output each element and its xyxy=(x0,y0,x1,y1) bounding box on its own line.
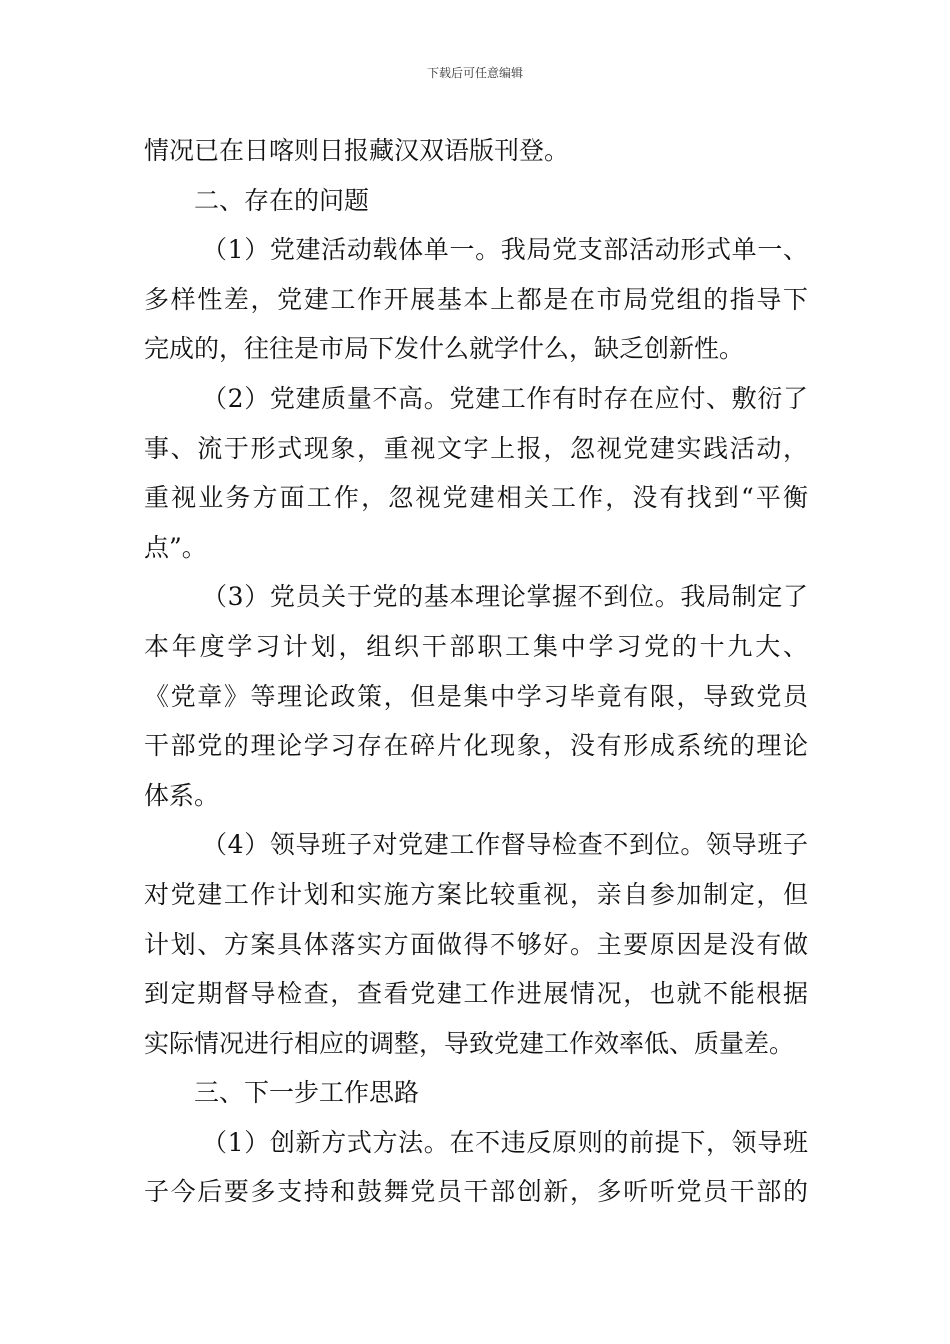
paragraph-line: 干部党的理论学习存在碎片化现象，没有形成系统的理论 xyxy=(144,731,808,761)
page-header-note: 下载后可任意编辑 xyxy=(426,66,523,80)
paragraph-line: 计划、方案具体落实方面做得不够好。主要原因是没有做 xyxy=(144,929,808,959)
paragraph-line: 重视业务方面工作，忽视党建相关工作，没有找到“平衡 xyxy=(144,483,808,513)
paragraph-line: 情况已在日喀则日报藏汉双语版刊登。 xyxy=(144,136,570,165)
paragraph-line: 到定期督导检查，查看党建工作进展情况，也就不能根据 xyxy=(144,979,808,1009)
paragraph-line: 体系。 xyxy=(144,780,220,810)
paragraph-line: 实际情况进行相应的调整，导致党建工作效率低、质量差。 xyxy=(144,1028,795,1058)
paragraph-line: （2）党建质量不高。党建工作有时存在应付、敷衍了 xyxy=(202,383,808,413)
paragraph-line: 子今后要多支持和鼓舞党员干部创新，多听听党员干部的 xyxy=(144,1177,808,1207)
paragraph-line: 多样性差，党建工作开展基本上都是在市局党组的指导下 xyxy=(144,284,808,314)
paragraph-line: 本年度学习计划，组织干部职工集中学习党的十九大、 xyxy=(144,631,808,661)
section-heading-next-steps: 三、下一步工作思路 xyxy=(194,1078,420,1108)
paragraph-line: 《党章》等理论政策，但是集中学习毕竟有限，导致党员 xyxy=(144,681,808,711)
document-body xyxy=(144,126,808,1217)
paragraph-line: （3）党员关于党的基本理论掌握不到位。我局制定了 xyxy=(202,582,808,612)
paragraph-line: 事、流于形式现象，重视文字上报，忽视党建实践活动， xyxy=(144,433,808,463)
paragraph-line: 对党建工作计划和实施方案比较重视，亲自参加制定，但 xyxy=(144,879,808,909)
paragraph-line: 完成的，往往是市局下发什么就学什么，缺乏创新性。 xyxy=(144,334,745,364)
paragraph-line: （1）创新方式方法。在不违反原则的前提下，领导班 xyxy=(202,1127,808,1157)
paragraph-line: （1）党建活动载体单一。我局党支部活动形式单一、 xyxy=(202,235,808,265)
paragraph-line: （4）领导班子对党建工作督导检查不到位。领导班子 xyxy=(202,830,808,860)
paragraph-line: 点”。 xyxy=(144,532,207,562)
section-heading-problems: 二、存在的问题 xyxy=(194,185,370,215)
